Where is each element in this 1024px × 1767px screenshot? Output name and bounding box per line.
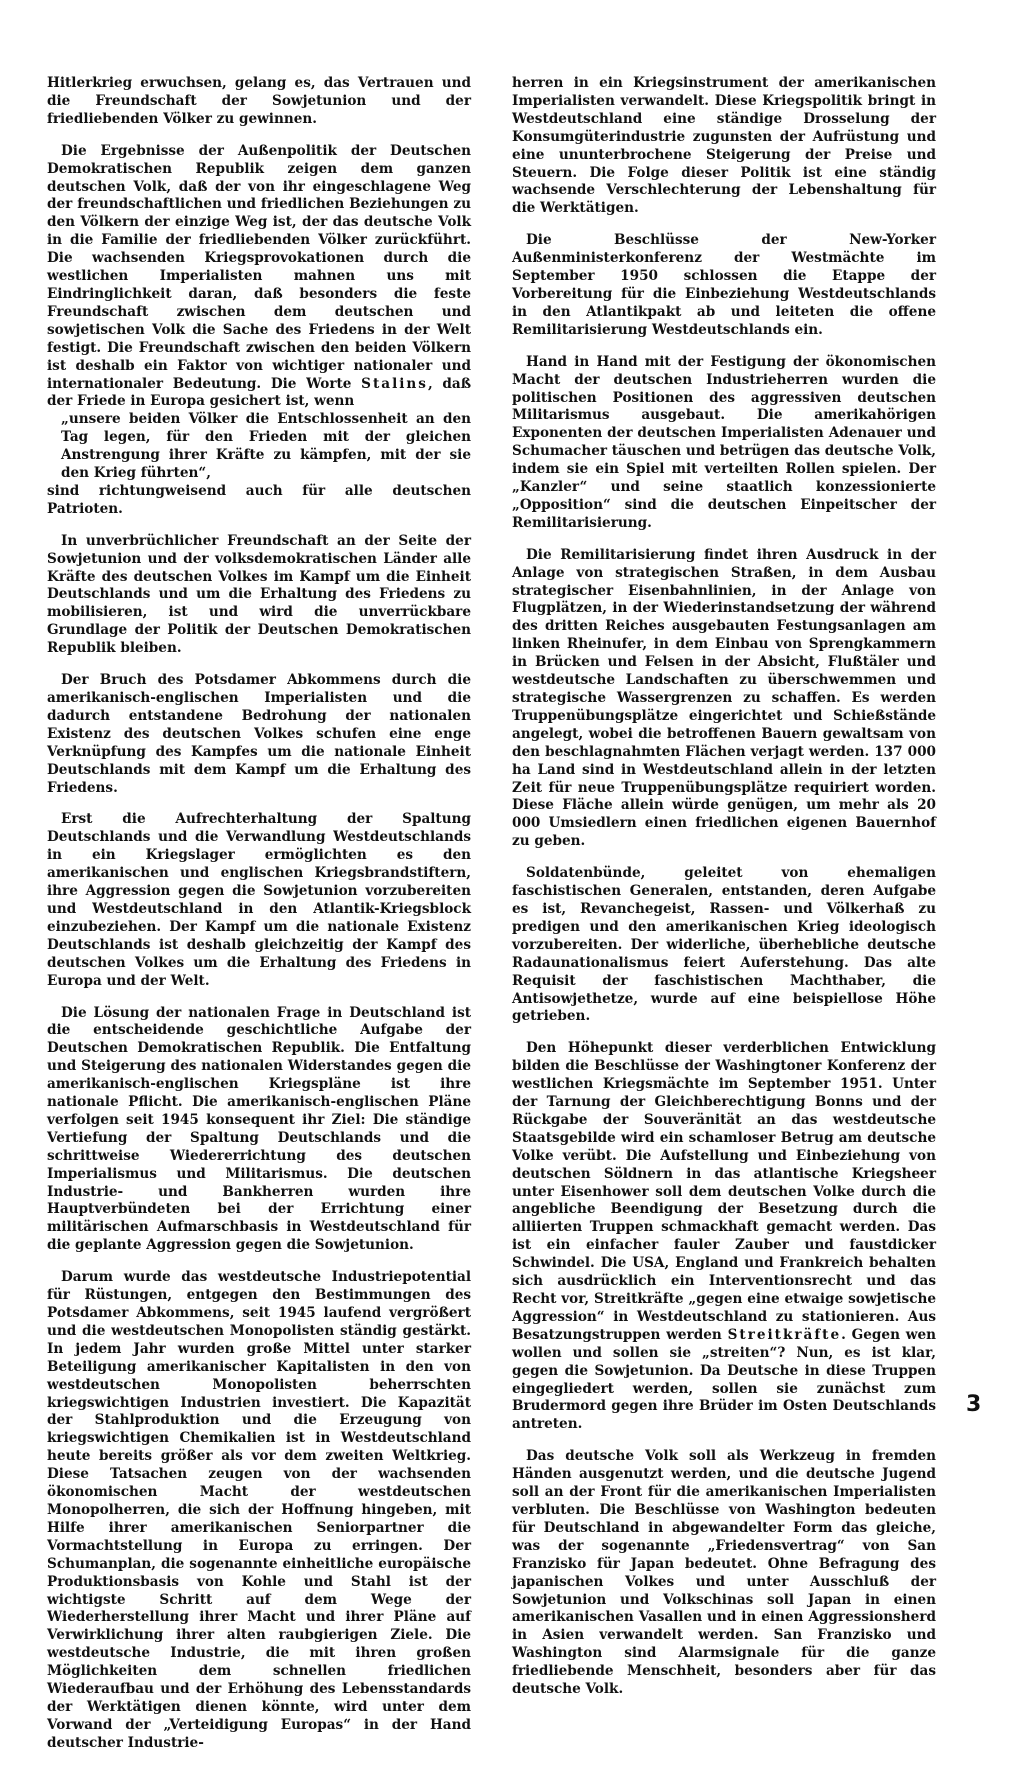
- paragraph: Darum wurde das westdeutsche Industriepotential für Rüstungen, entgegen den Bestimmungen des Potsdamer Abkommens, seit 1945 laufend vergrößert und die westdeutschen Monopolisten ständig gestärkt. In jedem Jahr wurden große Mittel unter starker Beteiligung amerikanischer Kapitalisten in den von westdeutschen Monopolisten beherrschten kriegswichtigen Industrien investiert. Die Kapazität der Stahlproduktion und die Erzeugung von kriegswichtigen Chemikalien ist in Westdeutschland heute bereits größer als vor dem zweiten Weltkrieg. Diese Tatsachen zeugen von der wachsenden ökonomischen Macht der westdeutschen Monopolherren, die sich der Hoffnung hingeben, mit Hilfe ihrer amerikanischen Seniorpartner die Vormachtstellung in Europa zu erringen. Der Schumanplan, die sogenannte einheitliche europäische Produktionsbasis von Kohle und Stahl ist der wichtigste Schritt auf dem Wege der Wiederherstellung ihrer Macht und ihrer Pläne auf Verwirklichung ihrer alten raubgierigen Ziele. Die westdeutsche Industrie, die mit ihren großen Möglichkeiten dem schnellen friedlichen Wiederaufbau und der Erhöhung des Lebensstandards der Werktätigen dienen könnte, wird unter dem Vorwand der „Verteidigung Europas“ in der Hand deutscher Industrie-: [47, 1269, 471, 1751]
- paragraph: Das deutsche Volk soll als Werkzeug in fremden Händen ausgenutzt werden, und die deutsche Jugend soll an der Front für die amerikanischen Imperialisten verbluten. Die Beschlüsse von Washington bedeuten für Deutschland in abgewandelter Form das gleiche, was der sogenannte „Friedensvertrag“ von San Franzisko für Japan bedeutet. Ohne Befragung des japanischen Volkes und unter Ausschluß der Sowjetunion und Volkschinas soll Japan in einen amerikanischen Vasallen und in einen Aggressionsherd in Asien verwandelt werden. San Franzisko und Washington sind Alarmsignale für die ganze friedliebende Menschheit, besonders aber für das deutsche Volk.: [512, 1448, 936, 1698]
- left-text-column: [47, 75, 471, 1767]
- paragraph: Die Beschlüsse der New-Yorker Außenministerkonferenz der Westmächte im September 1950 schlossen die Etappe der Vorbereitung für die Einbeziehung Westdeutschlands in den Atlantikpakt ab und leiteten die offene Remilitarisierung Westdeutschlands ein.: [512, 232, 936, 338]
- paragraph: sind richtungweisend auch für alle deutschen Patrioten.: [47, 482, 471, 517]
- stalin-quote: „unsere beiden Völker die Entschlossenheit an den Tag legen, für den Frieden mit der gleichen Anstrengung ihrer Kräfte zu kämpfen, mit der sie den Krieg führten“,: [61, 411, 471, 482]
- paragraph: Erst die Aufrechterhaltung der Spaltung Deutschlands und die Verwandlung Westdeutschlands in ein Kriegslager ermöglichten es den amerikanischen und englischen Kriegsbrandstiftern, ihre Aggression gegen die Sowjetunion vorzubereiten und Westdeutschland in den Atlantik-Kriegsblock einzubeziehen. Der Kampf um die nationale Existenz Deutschlands ist deshalb gleichzeitig der Kampf des deutschen Volkes um die Erhaltung des Friedens in Europa und der Welt.: [47, 811, 471, 989]
- paragraph-text: . Gegen wen wollen und sollen sie „streiten“? Nun, es ist klar, gegen die Sowjetunion. Da Deutsche in diese Truppen eingegliedert werden, sollen sie zunächst zum Brudermord gegen ihre Brüder im Osten Deutschlands antreten.: [512, 1326, 937, 1433]
- stalin-name: Stalins: [361, 375, 428, 392]
- right-text-column: [512, 75, 936, 1713]
- streitkraefte-emphasis: Streitkräfte: [727, 1326, 842, 1343]
- paragraph: In unverbrüchlicher Freundschaft an der Seite der Sowjetunion und der volksdemokratischen Länder alle Kräfte des deutschen Volkes im Kampf um die Einheit Deutschlands und um die Erhaltung des Friedens zu mobilisieren, ist und wird die unverrückbare Grundlage der Politik der Deutschen Demokratischen Republik bleiben.: [47, 532, 471, 657]
- page-number: 3: [966, 1392, 982, 1417]
- paragraph: Hand in Hand mit der Festigung der ökonomischen Macht der deutschen Industrieherren wurden die politischen Positionen des aggressiven deutschen Militarismus ausgebaut. Die amerikahörigen Exponenten der deutschen Imperialisten Adenauer und Schumacher täuschen und betrügen das deutsche Volk, indem sie ein Spiel mit verteilten Rollen spielen. Der „Kanzler“ und seine staatlich konzessionierte „Opposition“ sind die deutschen Einpeitscher der Remilitarisierung.: [512, 353, 936, 531]
- paragraph-text: , daß der Friede in Europa gesichert ist, wenn: [47, 375, 472, 410]
- paragraph: herren in ein Kriegsinstrument der amerikanischen Imperialisten verwandelt. Diese Kriegspolitik bringt in Westdeutschland eine ständige Drosselung der Konsumgüterindustrie zugunsten der Aufrüstung und eine ununterbrochene Steigerung der Preise und Steuern. Die Folge dieser Politik ist eine ständig wachsende Verschlechterung der Lebenshaltung für die Werktätigen.: [512, 75, 936, 217]
- paragraph: Der Bruch des Potsdamer Abkommens durch die amerikanisch-englischen Imperialisten und die dadurch entstandene Bedrohung der nationalen Existenz des deutschen Volkes schufen eine enge Verknüpfung des Kampfes um die nationale Einheit Deutschlands mit dem Kampf um die Erhaltung des Friedens.: [47, 672, 471, 796]
- paragraph-text: Den Höhepunkt dieser verderblichen Entwicklung bilden die Beschlüsse der Washingtoner Konferenz der westlichen Kriegsmächte im September 1951. Unter der Tarnung der Gleichberechtigung Bonns und der Rückgabe der Souveränität an das westdeutsche Staatsgebilde wird ein schamloser Betrug am deutsche Volke verübt. Die Aufstellung und Einbeziehung von deutschen Söldnern in das atlantische Kriegsheer unter Eisenhower soll dem deutschen Volke durch die angebliche Beendigung der Besetzung durch die alliierten Truppen schmackhaft gemacht werden. Das ist ein einfacher fauler Zauber und faustdicker Schwindel. Die USA, England und Frankreich behalten sich ausdrücklich ein Interventionsrecht und das Recht vor, Streitkräfte „gegen eine etwaige sowjetische Aggression“ in Westdeutschland zu stationieren. Aus Besatzungstruppen werden: [512, 1040, 936, 1343]
- paragraph: [47, 143, 471, 412]
- paragraph: [512, 1040, 936, 1434]
- paragraph-text: Die Ergebnisse der Außenpolitik der Deutschen Demokratischen Republik zeigen dem ganzen deutschen Volk, daß der von ihr eingeschlagene Weg der freundschaftlichen und friedlichen Beziehungen zu den Völkern der einzige Weg ist, der das deutsche Volk in die Familie der friedliebenden Völker zurückführt. Die wachsenden Kriegsprovokationen durch die westlichen Imperialisten mahnen uns mit Eindringlichkeit daran, daß besonders die feste Freundschaft zwischen dem deutschen und sowjetischen Volk die Sache des Friedens in der Welt festigt. Die Freundschaft zwischen den beiden Völkern ist deshalb ein Faktor von wichtiger nationaler und internationaler Bedeutung. Die Worte: [47, 142, 471, 392]
- paragraph: Soldatenbünde, geleitet von ehemaligen faschistischen Generalen, entstanden, deren Aufgabe es ist, Revanchegeist, Rassen- und Völkerhaß zu predigen und den amerikanischen Krieg ideologisch vorzubereiten. Der widerliche, überhebliche deutsche Radaunationalismus feiert Auferstehung. Das alte Requisit der faschistischen Machthaber, die Antisowjethetze, wurde auf eine beispiellose Höhe getrieben.: [512, 865, 936, 1025]
- paragraph: Die Lösung der nationalen Frage in Deutschland ist die entscheidende geschichtliche Aufgabe der Deutschen Demokratischen Republik. Die Entfaltung und Steigerung des nationalen Widerstandes gegen die amerikanisch-englischen Kriegspläne ist ihre nationale Pflicht. Die amerikanisch-englischen Pläne verfolgen seit 1945 konsequent ihr Ziel: Die ständige Vertiefung der Spaltung Deutschlands und die schrittweise Wiedererrichtung des deutschen Imperialismus und Militarismus. Die deutschen Industrie- und Bankherren wurden ihre Hauptverbündeten bei der Errichtung einer militärischen Aufmarschbasis in Westdeutschland für die geplante Aggression gegen die Sowjetunion.: [47, 1004, 471, 1254]
- paragraph: Hitlerkrieg erwuchsen, gelang es, das Vertrauen und die Freundschaft der Sowjetunion und der friedliebenden Völker zu gewinnen.: [47, 75, 471, 127]
- paragraph: Die Remilitarisierung findet ihren Ausdruck in der Anlage von strategischen Straßen, in dem Ausbau strategischer Eisenbahnlinien, in der Anlage von Flugplätzen, in der Wiederinstandsetzung der während des dritten Reiches ausgebauten Festungsanlagen am linken Rheinufer, in dem Einbau von Sprengkammern in Brücken und Felsen in der Absicht, Flußtäler und westdeutsche Landschaften zu überschwemmen und strategische Wassergrenzen zu schaffen. Es werden Truppenübungsplätze eingerichtet und Schießstände angelegt, wobei die betroffenen Bauern gewaltsam von den beschlagnahmten Flächen verjagt werden. 137 000 ha Land sind in Westdeutschland allein in der letzten Zeit für neue Truppenübungsplätze requiriert worden. Diese Fläche allein würde genügen, um mehr als 20 000 Umsiedlern einen friedlichen eigenen Bauernhof zu geben.: [512, 546, 936, 850]
